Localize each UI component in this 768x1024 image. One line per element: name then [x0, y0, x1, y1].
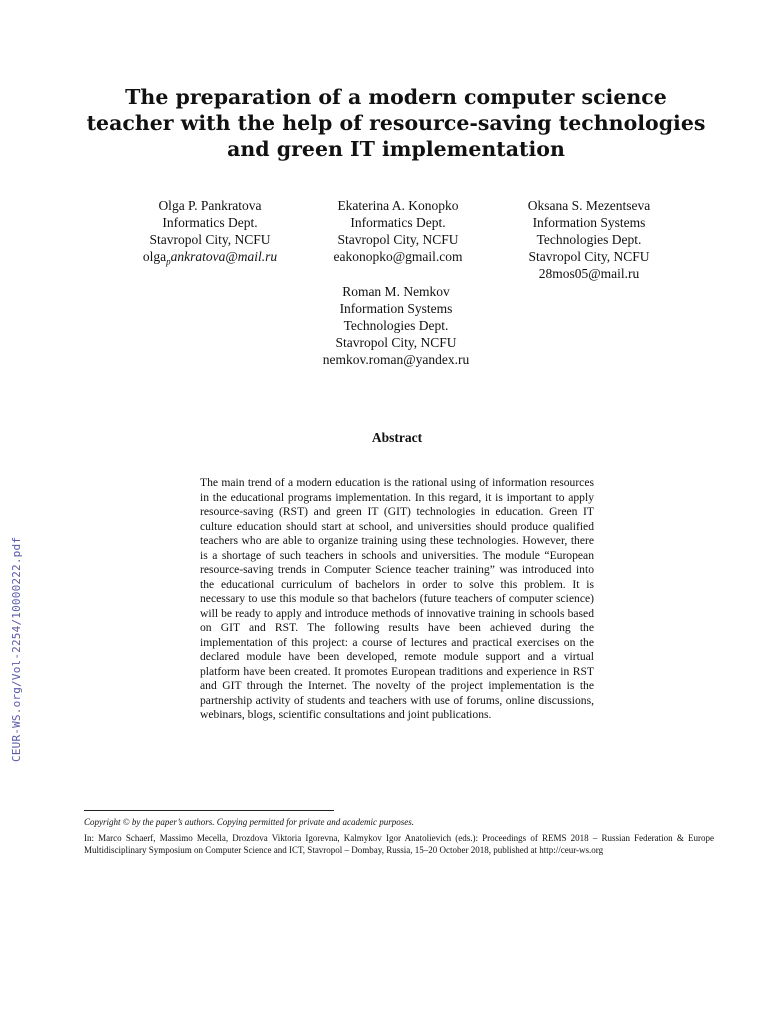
author-location: Stavropol City, NCFU — [149, 232, 271, 247]
author-email-prefix: olga — [142, 249, 167, 264]
author-block-1 — [130, 197, 290, 271]
proceedings-note: In: Marco Schaerf, Massimo Mecella, Drozdova Viktoria Igorevna, Kalmykov Igor Anatolievich (eds.): Proceedings of REMS 2018 – Russian Federation & Europe Multidisciplinary Symposium on Computer Science and ICT, Stavropol – Dombay, Russia, 15–20 October 2018, published at http://ceur-ws.org — [84, 833, 714, 855]
author-email[interactable]: 28mos05@mail.ru — [538, 266, 640, 281]
author-email[interactable]: eakonopko@gmail.com — [333, 249, 463, 264]
author-affiliation: Information Systems — [532, 215, 646, 230]
author-affiliation-cont: Technologies Dept. — [536, 232, 642, 247]
author-location: Stavropol City, NCFU — [528, 249, 650, 264]
author-block-2 — [318, 197, 478, 265]
author-email[interactable] — [130, 248, 290, 271]
author-affiliation-cont: Technologies Dept. — [343, 318, 449, 333]
paper-title: The preparation of a modern computer science teacher with the help of resource-saving technologies and green IT implementation — [86, 85, 706, 161]
abstract-body: The main trend of a modern education is the rational using of information resources in the educational programs implementation. In this regard, it is important to apply resource-saving (RST) and green IT (GIT) technologies in education. Green IT culture education should start at school, and universities should produce qualified teachers who are able to organize training using these technologies. However, there is a shortage of such teachers in schools and universities. The module “European resource-saving trends in Computer Science teacher training” was introduced into the educational curriculum of bachelors in order to solve this problem. It is necessary to use this module so that bachelors (future teachers of computer science) will be ready to apply and introduce methods of innovative training in schools based on GIT and RST. The following results have been achieved during the implementation of this project: a course of lectures and practical exercises on the declared module have been developed, remote module support and a virtual platform have been created. It promotes European traditions and experience in RST and GIT through the Internet. The novelty of the project implementation is the partnership activity of students and teachers with use of forums, online discussions, webinars, blogs, scientific consultations and joint publications. — [200, 476, 594, 721]
author-email-rest: ankratova@mail.ru — [170, 249, 278, 264]
author-name: Oksana S. Mezentseva — [527, 198, 651, 213]
author-location: Stavropol City, NCFU — [337, 232, 459, 247]
author-affiliation: Informatics Dept. — [162, 215, 258, 230]
abstract-heading: Abstract — [371, 430, 423, 445]
footnote-rule — [84, 810, 334, 811]
author-block-3 — [509, 197, 669, 282]
author-location: Stavropol City, NCFU — [335, 335, 457, 350]
copyright-note: Copyright © by the paper’s authors. Copying permitted for private and academic purposes. — [84, 817, 414, 827]
author-block-4 — [306, 283, 486, 368]
author-name: Olga P. Pankratova — [158, 198, 262, 213]
side-stamp-link[interactable]: CEUR-WS.org/Vol-2254/10000222.pdf — [10, 536, 23, 762]
author-name: Roman M. Nemkov — [342, 284, 450, 299]
author-email-sub: p — [166, 256, 171, 267]
author-affiliation: Informatics Dept. — [350, 215, 446, 230]
author-email[interactable]: nemkov.roman@yandex.ru — [322, 352, 470, 367]
author-name: Ekaterina A. Konopko — [337, 198, 459, 213]
author-affiliation: Information Systems — [339, 301, 453, 316]
